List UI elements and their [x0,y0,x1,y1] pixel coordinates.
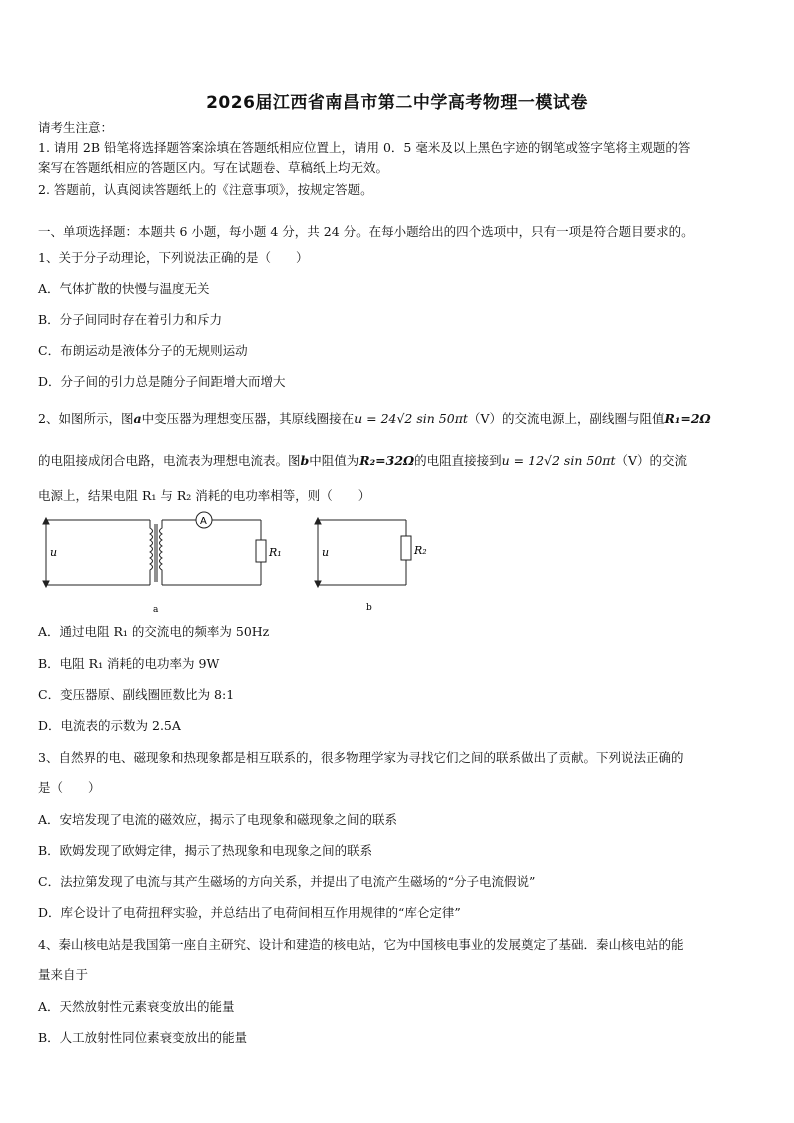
q2-text: 2、如图所示，图 [38,411,134,426]
q2-stem-line2 [38,453,762,469]
ammeter-label: A [200,516,207,527]
q2-option-d: D．电流表的示数为 2.5A [38,718,181,733]
q2-fig-ref-a: a [133,411,142,426]
notice-heading: 请考生注意： [38,120,114,135]
q1-option-d: D．分子间的引力总是随分子间距增大而增大 [38,374,286,389]
fig-b-u-label: u [322,546,330,559]
q3-option-d: D．库仑设计了电荷扭秤实验，并总结出了电荷间相互作用规律的“库仑定律” [38,905,461,920]
q1-option-a: A．气体扩散的快慢与温度无关 [38,281,210,296]
fig-b-r2-label: R₂ [414,544,427,557]
q1-stem: 1、关于分子动理论，下列说法正确的是（ ） [38,250,309,265]
q2-fig-ref-b: b [300,453,310,468]
q4-option-b: B．人工放射性同位素衰变放出的能量 [38,1030,248,1045]
q2-text: 中变压器为理想变压器，其原线圈接在 [141,411,355,426]
q2-option-c: C．变压器原、副线圈匝数比为 8:1 [38,687,235,702]
secondary-coil [160,520,163,585]
fig-b-caption: b [366,603,372,613]
q3-option-a: A．安培发现了电流的磁效应，揭示了电现象和磁现象之间的联系 [38,812,398,827]
u-arrow-up-icon [315,518,321,524]
q2-formula-1: u = 24√2 sin 50πt [354,411,468,426]
q2-text: 的电阻直接接到 [414,453,502,468]
q2-option-a: A．通过电阻 R₁ 的交流电的频率为 50Hz [38,624,270,639]
notice-item-1-cont: 案写在答题纸相应的答题区内。写在试题卷、草稿纸上均无效。 [38,160,389,175]
q2-text: 的电阻接成闭合电路，电流表为理想电流表。图 [38,453,301,468]
resistor-r1 [256,540,266,562]
q2-text: （V）的交流电源上，副线圈与阻值 [467,411,665,426]
q1-option-b: B．分子间同时存在着引力和斥力 [38,312,223,327]
u-arrow-down-icon [43,581,49,587]
page-title: 2026届江西省南昌市第二中学高考物理一模试卷 [206,93,588,113]
notice-item-2: 2. 答题前，认真阅读答题纸上的《注意事项》，按规定答题。 [38,182,373,197]
resistor-r2 [401,536,411,560]
fig-a-r1-label: R₁ [269,546,282,559]
notice-item-1: 1. 请用 2B 铅笔将选择题答案涂填在答题纸相应位置上，请用 0．5 毫米及以上黑色字迹的钢笔或签字笔将主观题的答 [38,140,691,155]
q2-r1-value: R₁=2Ω [664,411,711,426]
q2-option-b: B．电阻 R₁ 消耗的电功率为 9W [38,656,220,671]
q3-option-b: B．欧姆发现了欧姆定律，揭示了热现象和电现象之间的联系 [38,843,373,858]
q2-text: （V）的交流 [615,453,688,468]
q2-r2-value: R₂=32Ω [359,453,415,468]
q3-stem-line2: 是（ ） [38,780,101,795]
section-heading: 一、单项选择题：本题共 6 小题，每小题 4 分，共 24 分。在每小题给出的四个选项中，只有一项是符合题目要求的。 [38,224,694,239]
circuit-diagram [38,510,438,620]
q2-stem-line1 [38,411,762,427]
u-arrow-up-icon [43,518,49,524]
q1-option-c: C．布朗运动是液体分子的无规则运动 [38,343,248,358]
q3-option-c: C．法拉第发现了电流与其产生磁场的方向关系，并提出了电流产生磁场的“分子电流假说” [38,874,536,889]
u-arrow-down-icon [315,581,321,587]
q3-stem-line1: 3、自然界的电、磁现象和热现象都是相互联系的，很多物理学家为寻找它们之间的联系做出了贡献。下列说法正确的 [38,750,684,765]
q2-formula-2: u = 12√2 sin 50πt [501,453,616,468]
q4-stem-line1: 4、秦山核电站是我国第一座自主研究、设计和建造的核电站，它为中国核电事业的发展奠定了基础．秦山核电站的能 [38,937,684,952]
q4-stem-line2: 量来自于 [38,967,89,982]
fig-a-caption: a [153,605,159,615]
fig-a-u-label: u [50,546,58,559]
q4-option-a: A．天然放射性元素衰变放出的能量 [38,999,235,1014]
primary-coil [150,520,153,585]
q2-text: 中阻值为 [309,453,360,468]
q2-stem-line3: 电源上，结果电阻 R₁ 与 R₂ 消耗的电功率相等，则（ ） [38,488,371,503]
